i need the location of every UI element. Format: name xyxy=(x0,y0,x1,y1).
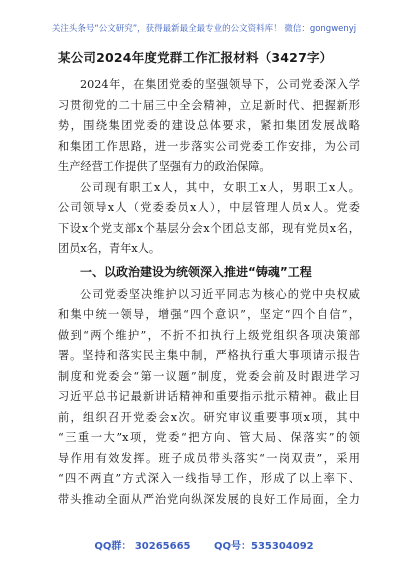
text-line: 公司党委坚决维护以习近平同志为核心的党中央权威 xyxy=(80,287,360,301)
section-heading: 一、以政治建设为统领深入推进“铸魂”工程 xyxy=(80,264,312,279)
text-line: “四不两直”方式深入一线指导工作，形成了以上率下、 xyxy=(58,472,360,485)
text-line: 生产经营工作提供了坚强有力的政治保障。 xyxy=(58,160,271,173)
text-line: 和集团工作思路，进一步落实公司党委工作安排，为公司 xyxy=(58,139,360,153)
text-line: 制度和党委会“第一议题”制度，党委会前及时跟进学习 xyxy=(58,369,360,383)
footer-qq-group: QQ群： 30265665 xyxy=(94,541,191,552)
text-line: 导作用有效发挥。班子成员带头落实“一岗双责”，采用 xyxy=(58,451,360,465)
document-title: 某公司2024年度党群工作汇报材料（3427字） xyxy=(58,50,333,65)
text-line: 2024年，在集团党委的坚强领导下，公司党委深入学 xyxy=(80,78,360,91)
text-line: 势，围绕集团党委的建设总体要求，紧扣集团发展战略 xyxy=(58,119,360,132)
paragraph-political xyxy=(58,285,360,511)
text-line: 下设x个党支部x个基层分会x个团总支部，现有党员x名， xyxy=(58,221,360,235)
document-body xyxy=(58,48,360,510)
text-line: 团员x名，青年x人。 xyxy=(58,242,161,255)
footer-contact xyxy=(0,537,408,552)
paragraph-intro xyxy=(58,75,360,178)
text-line: 习贯彻党的二十届三中全会精神，立足新时代、把握新形 xyxy=(58,98,360,112)
text-line: 带头推动全面从严治党向纵深发展的良好工作局面，全力 xyxy=(58,492,360,506)
header-watermark-note: 关注头条号“公文研究”，获得最新最全最专业的公文资料库！ 微信：gongwenyj xyxy=(51,24,357,34)
text-line: 和集中统一领导，增强“四个意识”，坚定“四个自信”， xyxy=(58,308,360,321)
text-line: 署。坚持和落实民主集中制，严格执行重大事项请示报告 xyxy=(58,349,360,362)
footer-qq-number: QQ号：535304092 xyxy=(214,541,314,552)
text-line: 前，组织召开党委会x次。研究审议重要事项x项，其中 xyxy=(58,410,360,424)
text-line: 公司现有职工x人，其中，女职工x人，男职工x人。 xyxy=(80,180,360,194)
text-line: 公司领导x人（党委委员x人），中层管理人员x人。党委 xyxy=(58,201,360,214)
paragraph-staff xyxy=(58,178,360,260)
text-line: 做到“两个维护”，不折不扣执行上级党组织各项决策部 xyxy=(58,328,360,342)
text-line: “三重一大”x项，党委“把方向、管大局、保落实”的领 xyxy=(58,431,360,444)
text-line: 习近平总书记最新讲话精神和重要指示批示精神。截止目 xyxy=(58,390,360,403)
